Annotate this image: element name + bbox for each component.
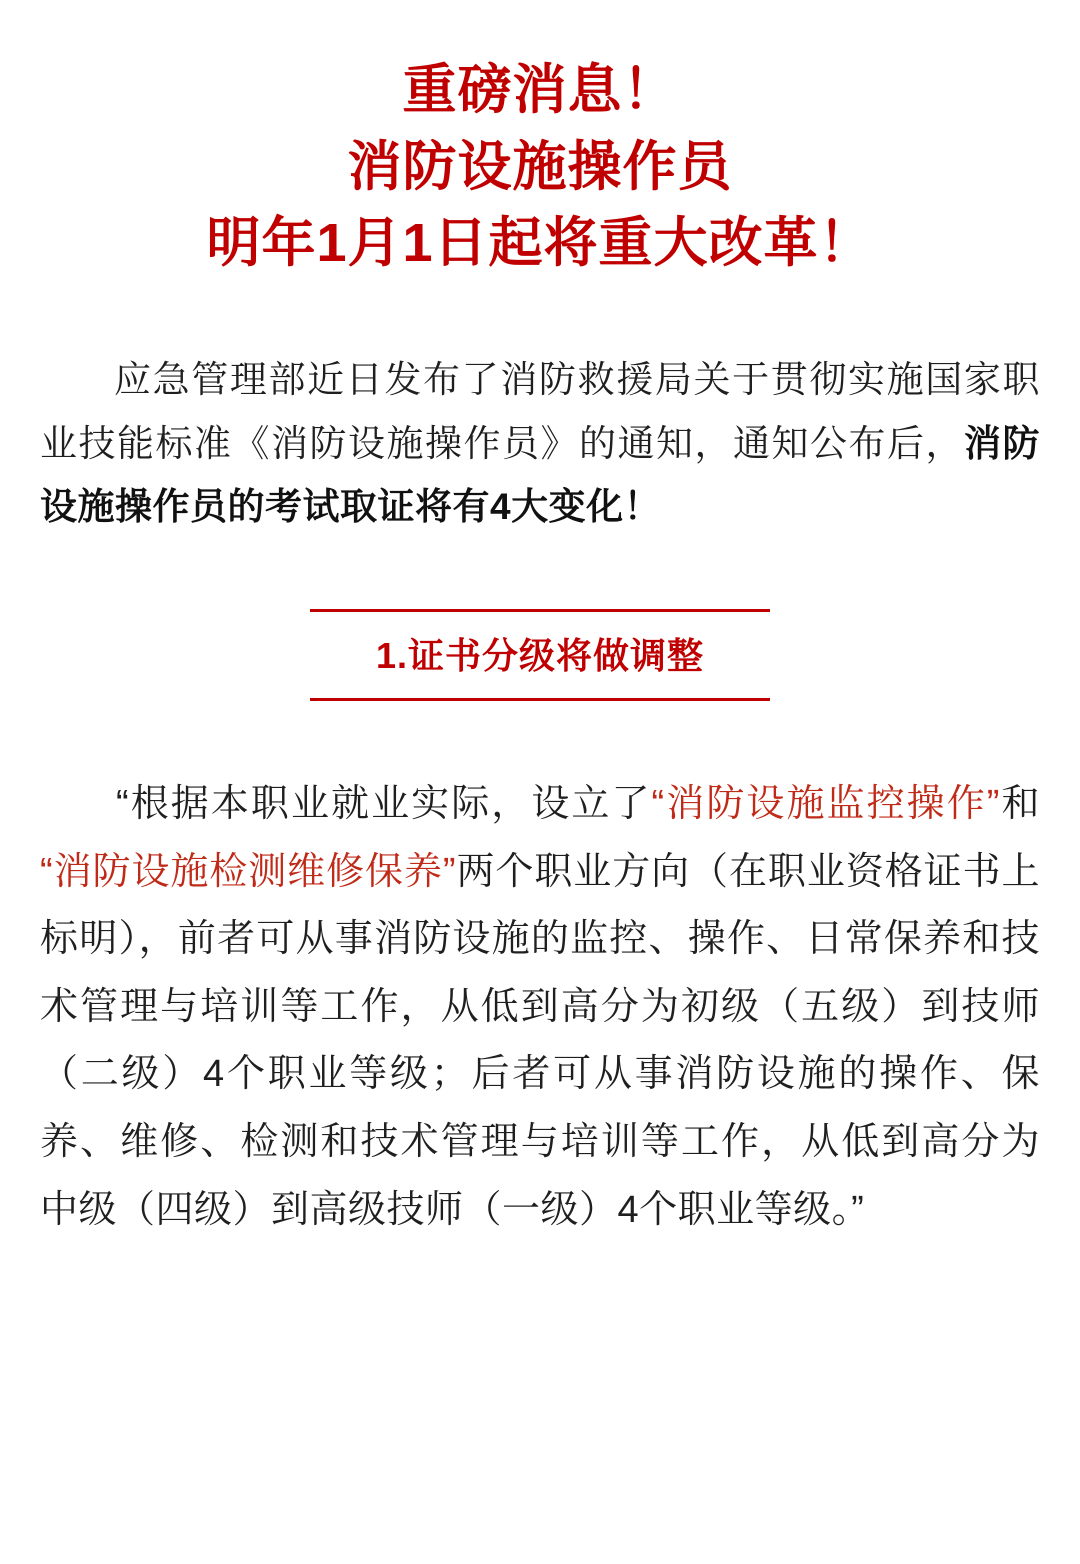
section-heading [310, 609, 770, 701]
headline-line-2: 消防设施操作员 [347, 136, 733, 197]
headline-line-1: 重磅消息！ [402, 60, 678, 120]
quote-highlight-2: “消防设施检测维修保养” [40, 850, 457, 893]
quote-part-3: 两个职业方向（在职业资格证书上标明），前者可从事消防设施的监控、操作、日常保养和技术管理与培训等工作，从低到高分为初级（五级）到技师（二级）4个职业等级；后者可从事消防设施的操作、保养、维修、检测和技术管理与培训等工作，从低到高分为中级（四级）到高级技师（一级）4个职业等级。” [40, 850, 1040, 1231]
section-title: 1.证书分级将做调整 [375, 634, 705, 676]
quote-paragraph [40, 771, 1040, 1304]
section-rule-bottom [310, 698, 770, 701]
quote-highlight-1: “消防设施监控操作” [651, 782, 1000, 825]
intro-paragraph [40, 348, 1040, 539]
headline-block [40, 0, 1040, 282]
headline-line-3: 明年1月1日起将重大改革！ [206, 213, 874, 274]
quote-part-1: “根据本职业就业实际，设立了 [116, 782, 652, 825]
quote-part-2: 和 [999, 782, 1041, 825]
intro-emphasis: 消防设施操作员的考试取证将有4大变化！ [40, 422, 1040, 528]
intro-text: 应急管理部近日发布了消防救援局关于贯彻实施国家职业技能标准《消防设施操作员》的通知，通知公布后， [40, 359, 1040, 464]
